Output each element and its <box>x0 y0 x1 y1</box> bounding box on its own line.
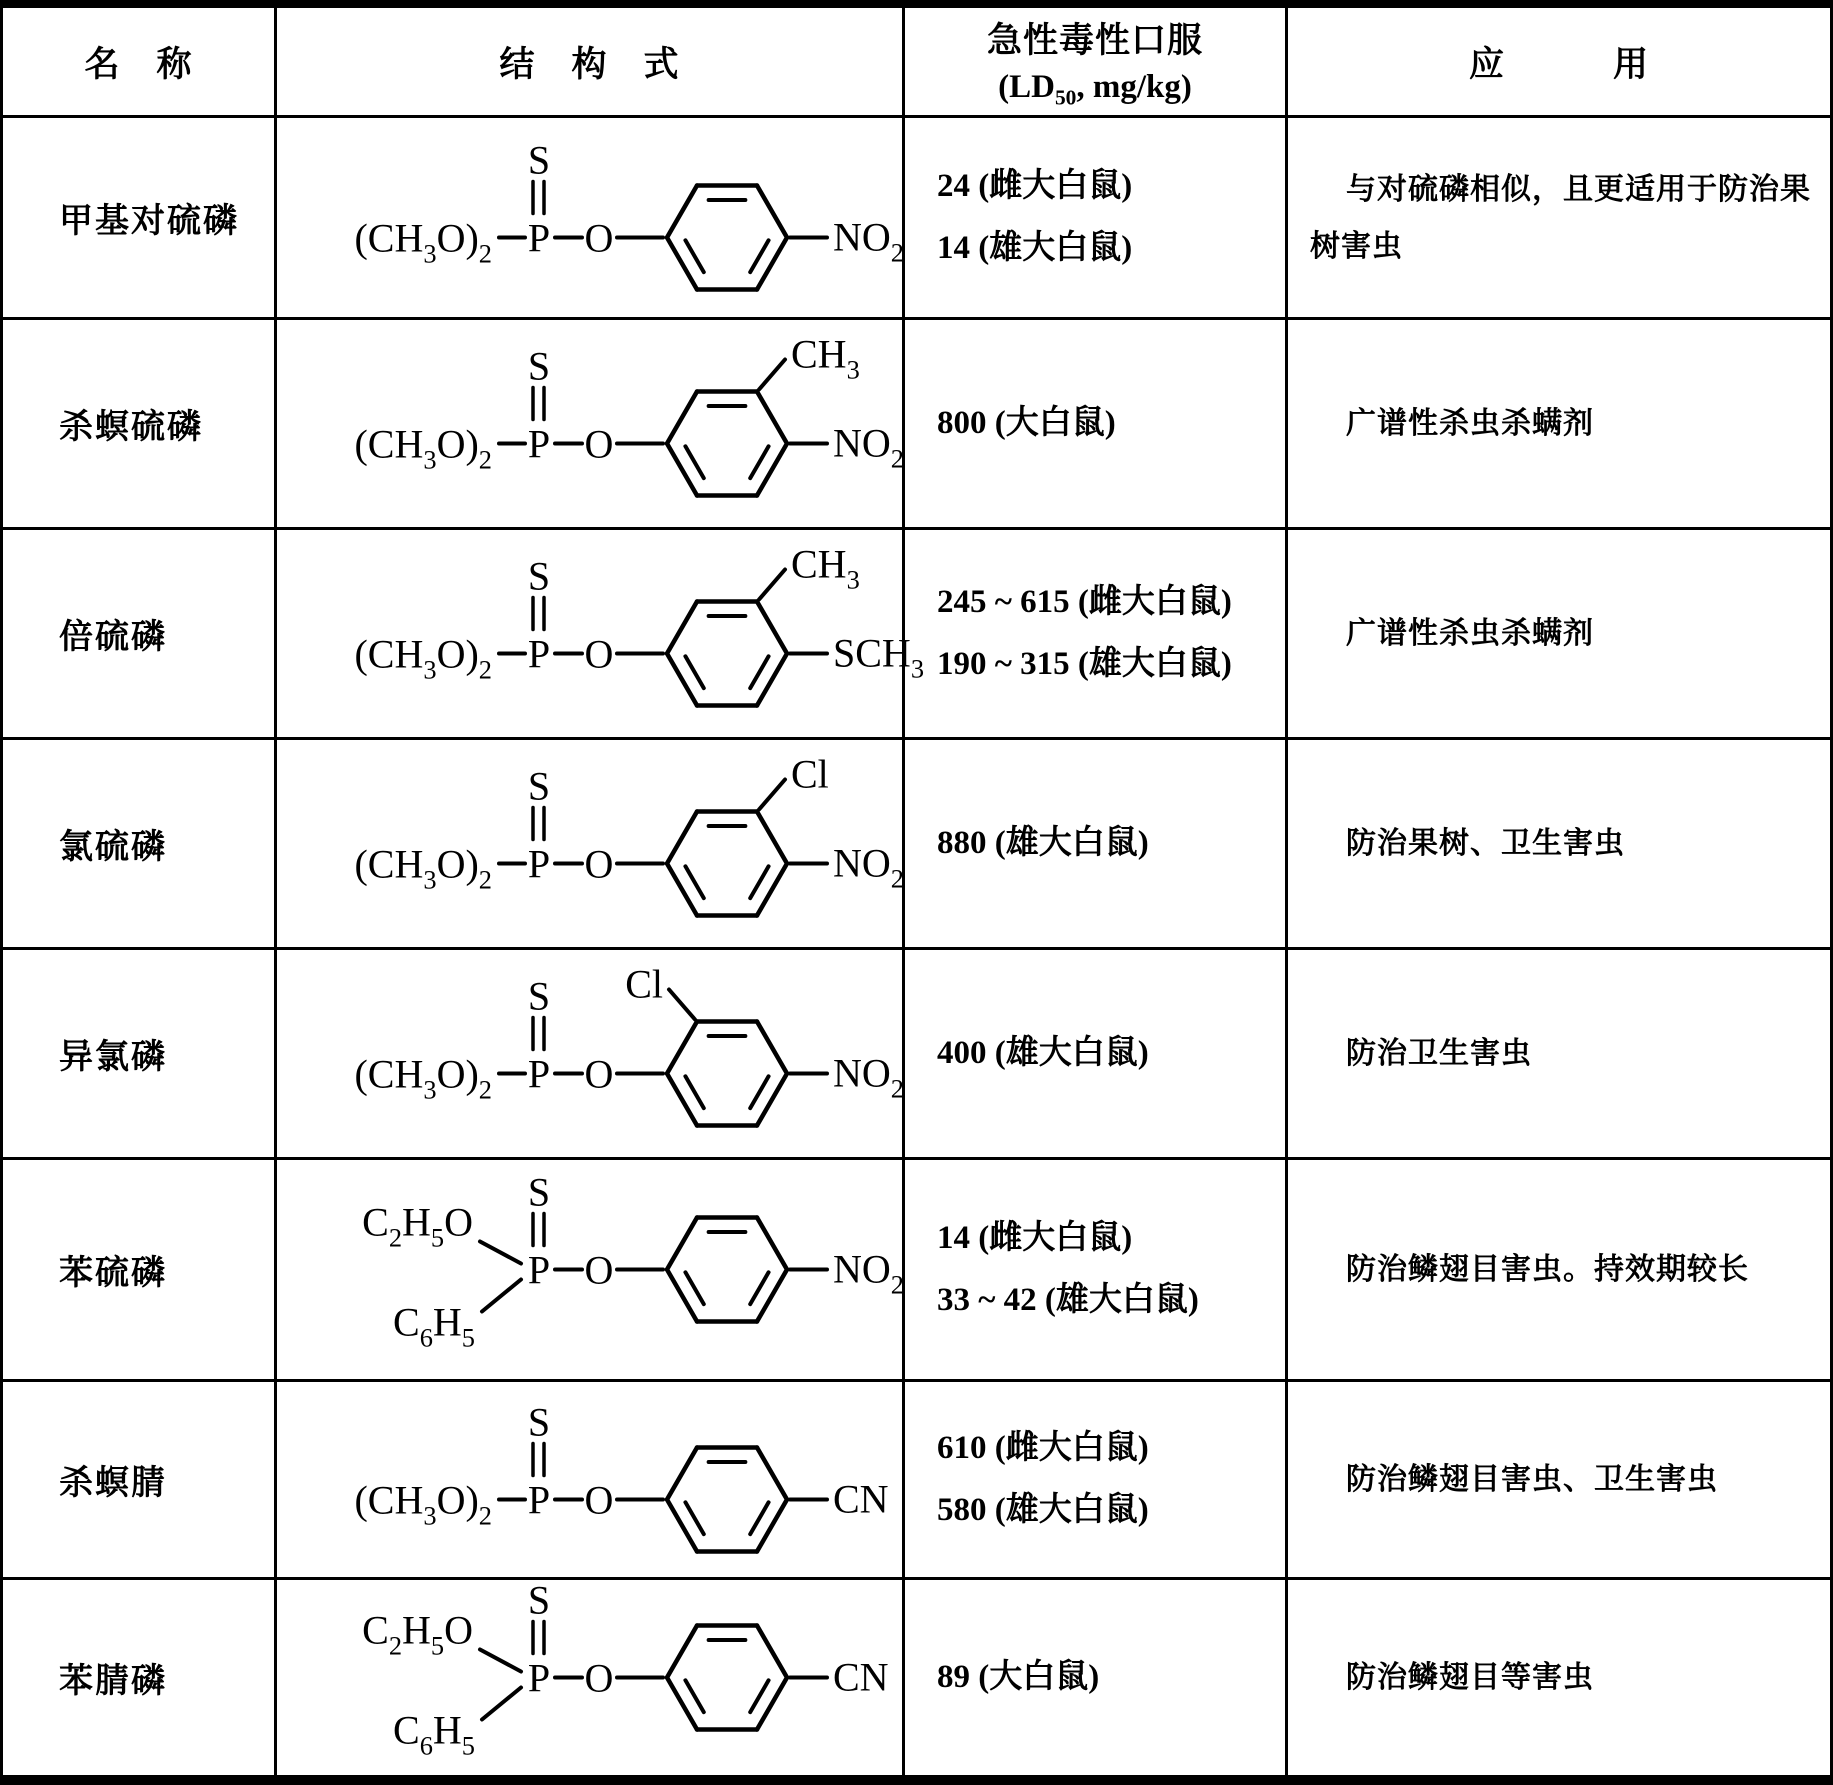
header-label: 应 用 <box>1468 44 1649 84</box>
toxicity-cell <box>905 1580 1288 1775</box>
application-cell <box>1288 118 1830 320</box>
svg-text:P: P <box>527 1051 551 1097</box>
compound-name: 倍硫磷 <box>59 619 167 656</box>
svg-text:NO2: $NO_2$ <box>833 420 904 474</box>
name-cell <box>3 950 277 1160</box>
toxicity-cell <box>905 530 1288 740</box>
svg-text:C6H5: $C_6H_5$ <box>393 1707 475 1761</box>
toxicity-cell <box>905 320 1288 530</box>
svg-text:O: O <box>584 215 614 261</box>
svg-text:S: S <box>527 137 551 183</box>
toxicity-value: 800 (大白鼠) <box>937 404 1116 441</box>
structure-diagram <box>277 1577 902 1775</box>
name-cell <box>3 530 277 740</box>
svg-text:S: S <box>527 343 551 389</box>
toxicity-value: 610 (雌大白鼠) <box>937 1430 1149 1467</box>
svg-text:(CH3O)2: $(CH_3O)_2$ <box>354 1051 492 1105</box>
name-cell <box>3 320 277 530</box>
svg-text:O: O <box>584 1247 614 1293</box>
structure-diagram <box>277 118 902 317</box>
structure-cell <box>277 950 905 1160</box>
toxicity-value: 33 ~ 42 (雄大白鼠) <box>937 1281 1199 1318</box>
svg-text:C6H5: $C_6H_5$ <box>393 1299 475 1353</box>
header-toxicity-line1: 急性毒性口服 <box>986 20 1203 60</box>
toxicity-cell <box>905 950 1288 1160</box>
svg-text:O: O <box>584 1051 614 1097</box>
compound-name: 氯硫磷 <box>59 829 167 866</box>
svg-text:S: S <box>527 1169 551 1215</box>
compound-name: 苯硫磷 <box>59 1255 167 1292</box>
name-cell <box>3 1580 277 1775</box>
svg-text:NO2: $NO_2$ <box>833 840 904 894</box>
compound-name: 杀螟腈 <box>59 1465 167 1502</box>
application-text: 防治鳞翅目害虫。持效期较长 <box>1346 1253 1749 1286</box>
svg-text:NO2: $NO_2$ <box>833 214 904 268</box>
toxicity-cell <box>905 1382 1288 1580</box>
application-text: 防治卫生害虫 <box>1346 1037 1532 1070</box>
svg-text:C2H5O: $C_2H_5O$ <box>362 1607 473 1661</box>
svg-text:(CH3O)2: $(CH_3O)_2$ <box>354 215 492 269</box>
svg-text:P: P <box>527 215 551 261</box>
toxicity-value: 14 (雄大白鼠) <box>937 229 1133 266</box>
svg-text:CN: CN <box>833 1654 889 1700</box>
application-text: 广谱性杀虫杀螨剂 <box>1346 407 1594 440</box>
svg-text:S: S <box>527 553 551 599</box>
application-cell <box>1288 950 1830 1160</box>
header-label: 结 构 式 <box>499 44 680 84</box>
svg-text:P: P <box>527 631 551 677</box>
toxicity-value: 880 (雄大白鼠) <box>937 824 1149 861</box>
toxicity-cell <box>905 740 1288 950</box>
toxicity-value: 580 (雄大白鼠) <box>937 1491 1149 1528</box>
svg-text:O: O <box>584 1655 614 1701</box>
structure-cell <box>277 740 905 950</box>
column-header-toxicity <box>905 8 1288 118</box>
application-text: 防治鳞翅目等害虫 <box>1346 1661 1594 1694</box>
toxicity-value: 190 ~ 315 (雄大白鼠) <box>937 645 1232 682</box>
structure-cell <box>277 1160 905 1382</box>
compound-name: 苯腈磷 <box>59 1663 167 1700</box>
structure-diagram <box>277 740 902 947</box>
name-cell <box>3 1382 277 1580</box>
svg-text:NO2: $NO_2$ <box>833 1050 904 1104</box>
column-header-structure <box>277 8 905 118</box>
toxicity-value: 400 (雄大白鼠) <box>937 1034 1149 1071</box>
application-cell <box>1288 1382 1830 1580</box>
header-label: 名 称 <box>84 44 193 84</box>
toxicity-value: 24 (雌大白鼠) <box>937 168 1133 205</box>
structure-diagram <box>277 1160 902 1379</box>
application-text: 防治果树、卫生害虫 <box>1346 827 1625 860</box>
svg-text:P: P <box>527 1655 551 1701</box>
structure-cell <box>277 1577 905 1775</box>
svg-text:Cl: Cl <box>625 961 663 1007</box>
svg-text:(CH3O)2: $(CH_3O)_2$ <box>354 631 492 685</box>
compound-name: 异氯磷 <box>59 1039 167 1076</box>
svg-text:O: O <box>584 841 614 887</box>
application-cell <box>1288 530 1830 740</box>
svg-text:O: O <box>584 631 614 677</box>
column-header-application <box>1288 8 1830 118</box>
svg-text:P: P <box>527 1247 551 1293</box>
name-cell <box>3 118 277 320</box>
column-header-name <box>3 8 277 118</box>
structure-cell <box>277 1382 905 1580</box>
svg-text:SCH3: $SCH_3$ <box>833 630 925 684</box>
svg-text:S: S <box>527 1577 551 1623</box>
name-cell <box>3 1160 277 1382</box>
svg-text:P: P <box>527 1477 551 1523</box>
svg-text:C2H5O: $C_2H_5O$ <box>362 1199 473 1253</box>
svg-text:Cl: Cl <box>791 751 829 797</box>
svg-text:P: P <box>527 421 551 467</box>
svg-text:O: O <box>584 421 614 467</box>
application-cell <box>1288 1580 1830 1775</box>
toxicity-cell <box>905 1160 1288 1382</box>
svg-text:P: P <box>527 841 551 887</box>
svg-text:S: S <box>527 973 551 1019</box>
header-toxicity-line2: ($LD_{50}$, mg/kg) <box>998 68 1192 110</box>
svg-text:S: S <box>527 763 551 809</box>
toxicity-value: 14 (雌大白鼠) <box>937 1220 1133 1257</box>
structure-diagram <box>277 320 902 527</box>
application-cell <box>1288 320 1830 530</box>
toxicity-cell <box>905 118 1288 320</box>
svg-text:(CH3O)2: $(CH_3O)_2$ <box>354 1477 492 1531</box>
svg-text:CN: CN <box>833 1476 889 1522</box>
svg-text:NO2: $NO_2$ <box>833 1246 904 1300</box>
name-cell <box>3 740 277 950</box>
application-cell <box>1288 1160 1830 1382</box>
svg-text:CH3: $CH_3$ <box>791 541 860 595</box>
toxicity-value: 89 (大白鼠) <box>937 1658 1100 1695</box>
structure-diagram <box>277 530 925 737</box>
structure-cell <box>277 320 905 530</box>
svg-text:S: S <box>527 1399 551 1445</box>
svg-text:(CH3O)2: $(CH_3O)_2$ <box>354 841 492 895</box>
structure-diagram <box>277 1382 902 1577</box>
svg-text:(CH3O)2: $(CH_3O)_2$ <box>354 421 492 475</box>
compound-name: 杀螟硫磷 <box>59 409 203 446</box>
svg-text:CH3: $CH_3$ <box>791 331 860 385</box>
structure-diagram <box>277 950 902 1157</box>
application-text: 广谱性杀虫杀螨剂 <box>1346 617 1594 650</box>
application-text: 与对硫磷相似，且更适用于防治果树害虫 <box>1310 172 1811 263</box>
structure-cell <box>277 530 925 740</box>
application-cell <box>1288 740 1830 950</box>
svg-text:O: O <box>584 1477 614 1523</box>
compound-name: 甲基对硫磷 <box>59 203 239 240</box>
application-text: 防治鳞翅目害虫、卫生害虫 <box>1346 1463 1718 1496</box>
toxicity-value: 245 ~ 615 (雌大白鼠) <box>937 584 1232 621</box>
structure-cell <box>277 118 905 320</box>
